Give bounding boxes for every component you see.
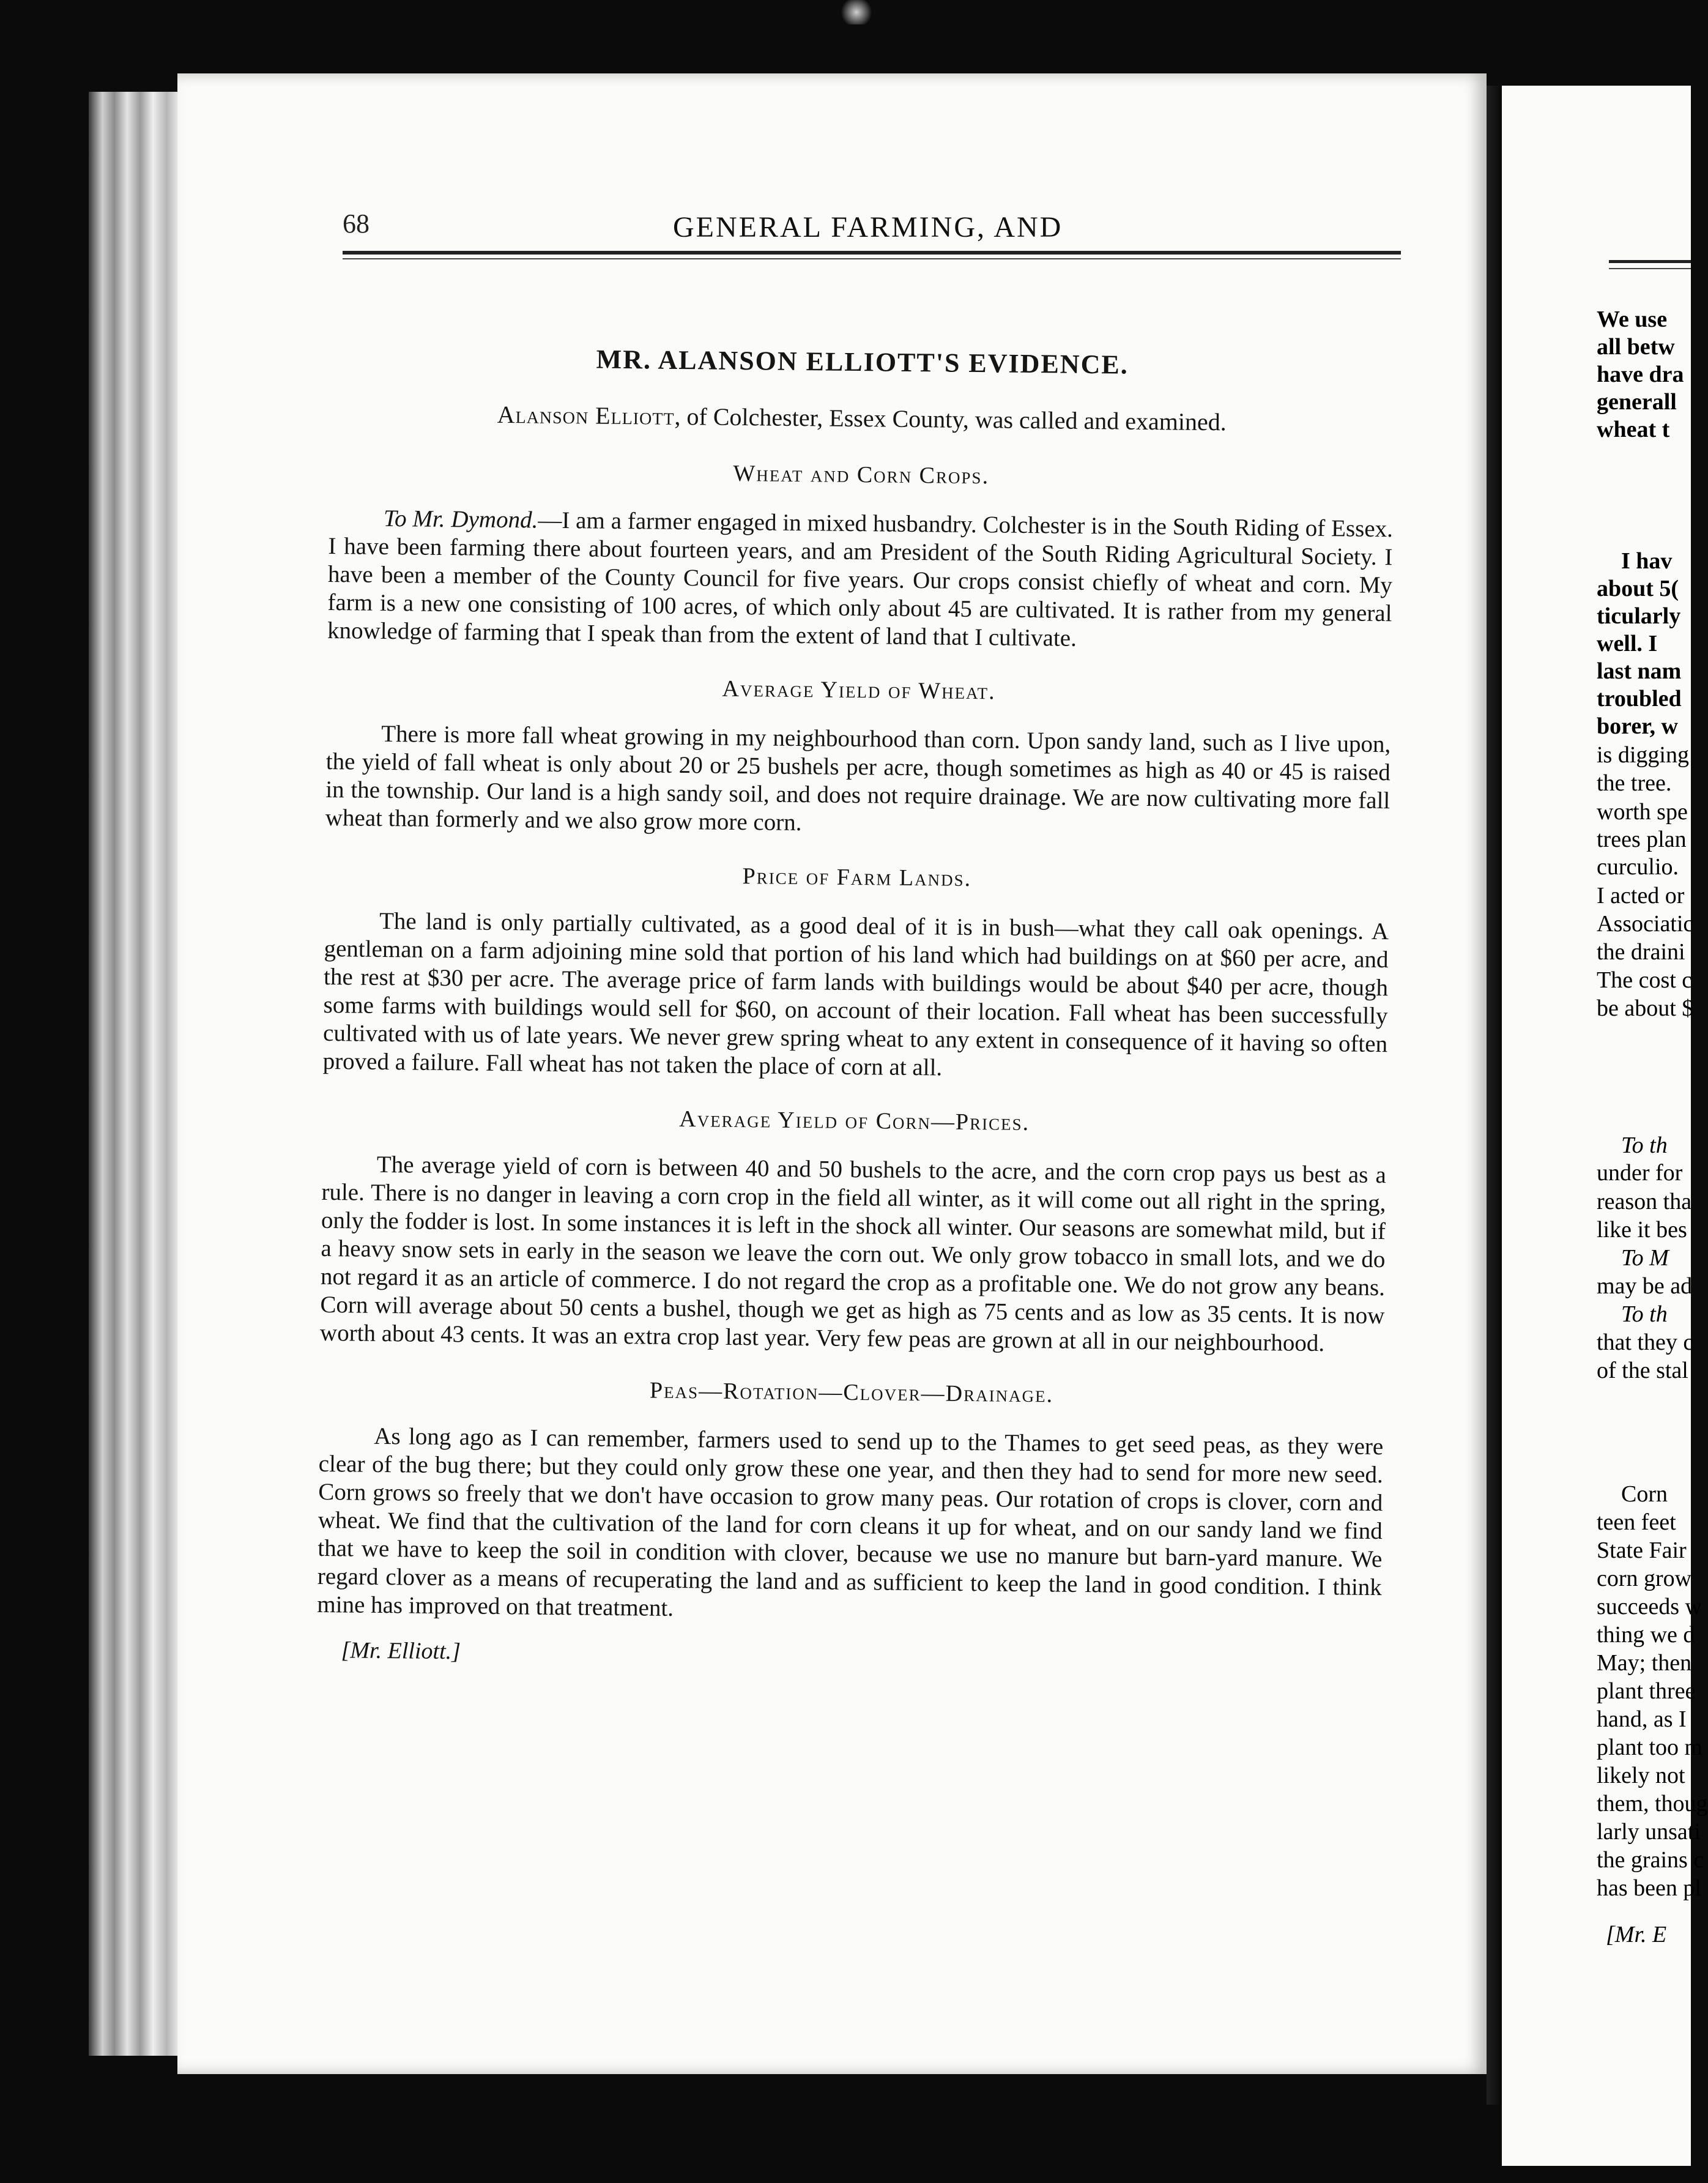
section-heading: Average Yield of Corn—Prices. bbox=[679, 1106, 1030, 1136]
right-page-line: State Fair bbox=[1597, 1538, 1687, 1563]
right-page-line: Associatic bbox=[1597, 911, 1694, 937]
right-header-rule-thick bbox=[1609, 260, 1691, 263]
right-header-rule-thin bbox=[1609, 268, 1691, 269]
right-page-line: curculio. bbox=[1597, 854, 1679, 880]
right-page-line: under for bbox=[1597, 1160, 1683, 1186]
right-page-line: We use bbox=[1597, 307, 1668, 332]
page-body bbox=[316, 343, 1395, 1675]
right-page-line: likely not bbox=[1597, 1763, 1685, 1788]
right-page-line: well. I bbox=[1597, 631, 1658, 656]
right-page-line: May; then bbox=[1597, 1650, 1692, 1676]
right-page-line: of the stal bbox=[1597, 1358, 1688, 1383]
right-page-line: the tree. bbox=[1597, 770, 1672, 796]
section-paragraph: The average yield of corn is between 40 and 50 bushels to the acre, and the corn crop pays us best as a rule. There is no danger in leaving a corn crop in the field all winter, as it will come out all right in the spring, only the fodder is lost. In some instances it is left in the shock all winter. Our seasons are somewhat mild, but if a heavy snow sets in early in the season we leave the corn out. We only grow tobacco in small lots, and we do not regard it as an article of commerce. I do not regard the crop as a profitable one. We do not grow any beans. Corn will average about 50 cents a bushel, though we get as high as 75 cents and as low as 35 cents. It is now worth about 43 cents. It was an extra crop last year. Very few peas are grown at all in our neighbourhood. bbox=[319, 1151, 1387, 1357]
addressee: To Mr. Dymond. bbox=[383, 505, 538, 534]
right-page-line: them, thoug bbox=[1597, 1791, 1708, 1817]
section-paragraph: The land is only partially cultivated, as a good deal of it is in bush—what they call oak openings. A gentleman on a farm adjoining mine sold that portion of his land which had buildings on at $60 per acre, and the rest at $30 per acre. The average price of farm lands with buildings would be about $40 per acre, though some farms with buildings would sell for $60, on account of their location. Fall wheat has been successfully cultivated with us of late years. We never grew spring wheat to any extent in consequence of it having so often proved a failure. Fall wheat has not taken the place of corn at all. bbox=[322, 907, 1389, 1081]
right-page-line: hand, as I bbox=[1597, 1706, 1687, 1732]
section-price-farm-lands bbox=[322, 858, 1389, 1087]
right-page-line: worth spe bbox=[1597, 799, 1688, 825]
right-page-line: thing we d bbox=[1597, 1622, 1695, 1648]
scan-speck bbox=[838, 0, 875, 24]
section-paragraph: To Mr. Dymond.—I am a farmer engaged in mixed husbandry. Colchester is in the South Riding of Essex. I have been farming there about fourteen years, and am President of the South Riding Agricultural Society. I have been a member of the County Council for five years. Our crops consist chiefly of wheat and corn. My farm is a new one consisting of 100 acres, of which only about 45 are cultivated. It is rather from my general knowledge of farming that I speak than from the extent of land that I cultivate. bbox=[327, 505, 1394, 652]
right-page-line: To M bbox=[1621, 1245, 1669, 1271]
page-edges bbox=[89, 92, 180, 2056]
right-page-line: ticularly bbox=[1597, 603, 1681, 629]
right-page-line: I acted or bbox=[1597, 883, 1685, 909]
section-paragraph: As long ago as I can remember, farmers used to send up to the Thames to get seed peas, as they were clear of the bug there; but they could only grow these one year, and then they had to send for more new seed. Corn grows so freely that we don't have occasion to grow many peas. Our rotation of crops is clover, corn and wheat. We find that the cultivation of the land for corn cleans it up for wheat, and on our sandy land we find that we have to keep the soil in condition with clover, because we use no manure but barn-yard manure. We regard clover as a means of recuperating the land and as sufficient to keep the land in good condition. I think mine has improved on that treatment. bbox=[317, 1422, 1384, 1621]
right-page-line: all betw bbox=[1597, 334, 1675, 360]
section-heading: Peas—Rotation—Clover—Drainage. bbox=[649, 1377, 1054, 1408]
right-page-line: The cost c bbox=[1597, 967, 1693, 993]
right-page-line: Corn bbox=[1621, 1481, 1668, 1507]
running-title: GENERAL FARMING, AND bbox=[673, 211, 1063, 244]
header-rule-thin bbox=[343, 258, 1401, 259]
right-page-line: may be ad bbox=[1597, 1273, 1693, 1299]
called-line bbox=[330, 399, 1394, 438]
right-page-line: have dra bbox=[1597, 362, 1684, 387]
right-page-line: plant too m bbox=[1597, 1735, 1703, 1760]
called-text: , of Colchester, Essex County, was called and examined. bbox=[674, 402, 1227, 436]
right-page-line: larly unsati bbox=[1597, 1819, 1701, 1845]
section-peas-rotation bbox=[317, 1373, 1384, 1630]
right-page-line: trees plan bbox=[1597, 827, 1687, 852]
right-page-line: the draini bbox=[1597, 939, 1685, 965]
right-page-line: last nam bbox=[1597, 658, 1682, 684]
right-page-line: be about $ bbox=[1597, 995, 1694, 1021]
header-rule-thick bbox=[343, 251, 1401, 255]
section-heading: Wheat and Corn Crops. bbox=[733, 460, 990, 489]
right-page-line: teen feet bbox=[1597, 1509, 1676, 1535]
right-page-line: like it bes bbox=[1597, 1217, 1687, 1243]
section-heading: Price of Farm Lands. bbox=[742, 863, 972, 892]
right-page-line: that they c bbox=[1597, 1330, 1694, 1355]
section-heading: Average Yield of Wheat. bbox=[722, 675, 996, 705]
right-page-line: borer, w bbox=[1597, 713, 1678, 739]
right-page-line: has been pl bbox=[1597, 1875, 1701, 1901]
right-page-line: the grains c bbox=[1597, 1847, 1704, 1873]
right-page-line: To th bbox=[1621, 1301, 1668, 1327]
right-page-line: plant three bbox=[1597, 1678, 1696, 1704]
right-page-line: generall bbox=[1597, 389, 1677, 415]
right-page-line: is digging bbox=[1597, 742, 1689, 768]
right-page-line: corn grow bbox=[1597, 1566, 1692, 1591]
right-page-line: wheat t bbox=[1597, 417, 1670, 442]
right-page-line: about 5( bbox=[1597, 576, 1679, 601]
right-page-line: I hav bbox=[1621, 548, 1673, 574]
section-wheat-corn-crops bbox=[327, 455, 1394, 656]
right-page-line: [Mr. E bbox=[1606, 1922, 1667, 1947]
right-page-line: To th bbox=[1621, 1132, 1668, 1158]
section-paragraph: There is more fall wheat growing in my neighbourhood than corn. Upon sandy land, such as I live upon, the yield of fall wheat is only about 20 or 25 bushels per acre, though sometimes as high as 40 or 45 is raised in the township. Our land is a high sandy soil, and does not require drainage. We are now cultivating more fall wheat than formerly and we also grow more corn. bbox=[325, 720, 1391, 836]
signoff: [Mr. Elliott.] bbox=[341, 1637, 461, 1665]
right-page-line: succeeds w bbox=[1597, 1594, 1702, 1620]
section-average-yield-wheat bbox=[325, 671, 1392, 843]
right-page-line: troubled bbox=[1597, 686, 1682, 712]
page-number: 68 bbox=[343, 209, 369, 239]
evidence-title: MR. ALANSON ELLIOTT'S EVIDENCE. bbox=[596, 344, 1129, 380]
page-header bbox=[343, 202, 1395, 251]
section-average-yield-corn bbox=[320, 1101, 1387, 1358]
right-page-line: reason tha bbox=[1597, 1189, 1692, 1214]
witness-name: Alanson Elliott bbox=[497, 400, 675, 430]
